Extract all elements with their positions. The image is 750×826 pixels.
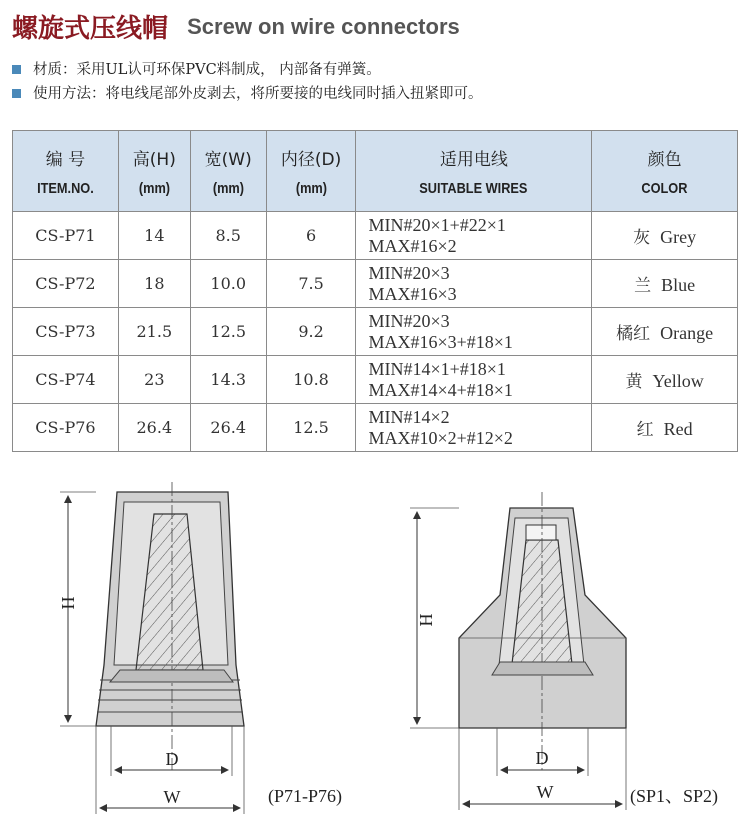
table-header-row [13, 131, 738, 212]
cell-diameter: 9.2 [266, 308, 356, 356]
bullet-square-icon [12, 89, 21, 98]
cell-diameter: 6 [266, 212, 356, 260]
table-row [13, 404, 738, 452]
cell-item: CS-P72 [13, 260, 119, 308]
cell-width: 14.3 [190, 356, 266, 404]
title-chinese: 螺旋式压线帽 [12, 14, 169, 44]
cell-item: CS-P76 [13, 404, 119, 452]
table-row [13, 260, 738, 308]
cell-color: 灰 Grey [592, 212, 738, 260]
cell-height: 14 [118, 212, 190, 260]
cell-item: CS-P74 [13, 356, 119, 404]
header-height: 高(H) (mm) [118, 131, 190, 212]
cell-color: 黄 Yellow [592, 356, 738, 404]
cell-height: 18 [118, 260, 190, 308]
cell-width: 10.0 [190, 260, 266, 308]
bullet-text: 材质：采用UL认可环保PVC料制成， 内部备有弹簧。 [33, 62, 381, 78]
cell-height: 23 [118, 356, 190, 404]
cell-wires: MIN#20×1+#22×1 MAX#16×2 [356, 212, 592, 260]
cell-item: CS-P71 [13, 212, 119, 260]
cell-width: 12.5 [190, 308, 266, 356]
caption-right: (SP1、SP2) [630, 786, 719, 806]
header-inner-diameter: 内径(D) (mm) [266, 131, 356, 212]
header-color: 颜色 COLOR [592, 131, 738, 212]
description-list [12, 58, 483, 106]
cell-wires: MIN#14×1+#18×1 MAX#14×4+#18×1 [356, 356, 592, 404]
cell-width: 8.5 [190, 212, 266, 260]
title-english: Screw on wire connectors [187, 13, 460, 39]
cell-diameter: 12.5 [266, 404, 356, 452]
cell-wires: MIN#20×3 MAX#16×3+#18×1 [356, 308, 592, 356]
height-label-right: H [416, 613, 436, 627]
cell-width: 26.4 [190, 404, 266, 452]
table-row [13, 212, 738, 260]
header-item: 编 号 ITEM.NO. [13, 131, 119, 212]
cell-wires: MIN#14×2 MAX#10×2+#12×2 [356, 404, 592, 452]
connector-drawing-right [410, 492, 718, 810]
diameter-label-right: D [535, 748, 549, 768]
page-header [12, 8, 460, 48]
width-label-right: W [536, 782, 554, 802]
cell-wires: MIN#20×3 MAX#16×3 [356, 260, 592, 308]
table-row [13, 308, 738, 356]
cell-diameter: 7.5 [266, 260, 356, 308]
bullet-usage [12, 82, 483, 106]
spec-table [12, 130, 738, 452]
cell-height: 26.4 [118, 404, 190, 452]
header-wires: 适用电线 SUITABLE WIRES [356, 131, 592, 212]
cell-color: 兰 Blue [592, 260, 738, 308]
cell-height: 21.5 [118, 308, 190, 356]
cell-item: CS-P73 [13, 308, 119, 356]
diameter-label-left: D [165, 749, 179, 769]
header-width: 宽(W) (mm) [190, 131, 266, 212]
technical-drawings [0, 470, 750, 826]
cell-color: 红 Red [592, 404, 738, 452]
width-label-left: W [163, 787, 181, 807]
cell-color: 橘红 Orange [592, 308, 738, 356]
bullet-text: 使用方法：将电线尾部外皮剥去，将所要接的电线同时插入扭紧即可。 [33, 86, 483, 102]
height-label-left: H [58, 596, 78, 610]
bullet-square-icon [12, 65, 21, 74]
caption-left: (P71-P76) [268, 786, 343, 806]
bullet-material [12, 58, 483, 82]
connector-drawing-left [58, 482, 342, 814]
cell-diameter: 10.8 [266, 356, 356, 404]
table-row [13, 356, 738, 404]
